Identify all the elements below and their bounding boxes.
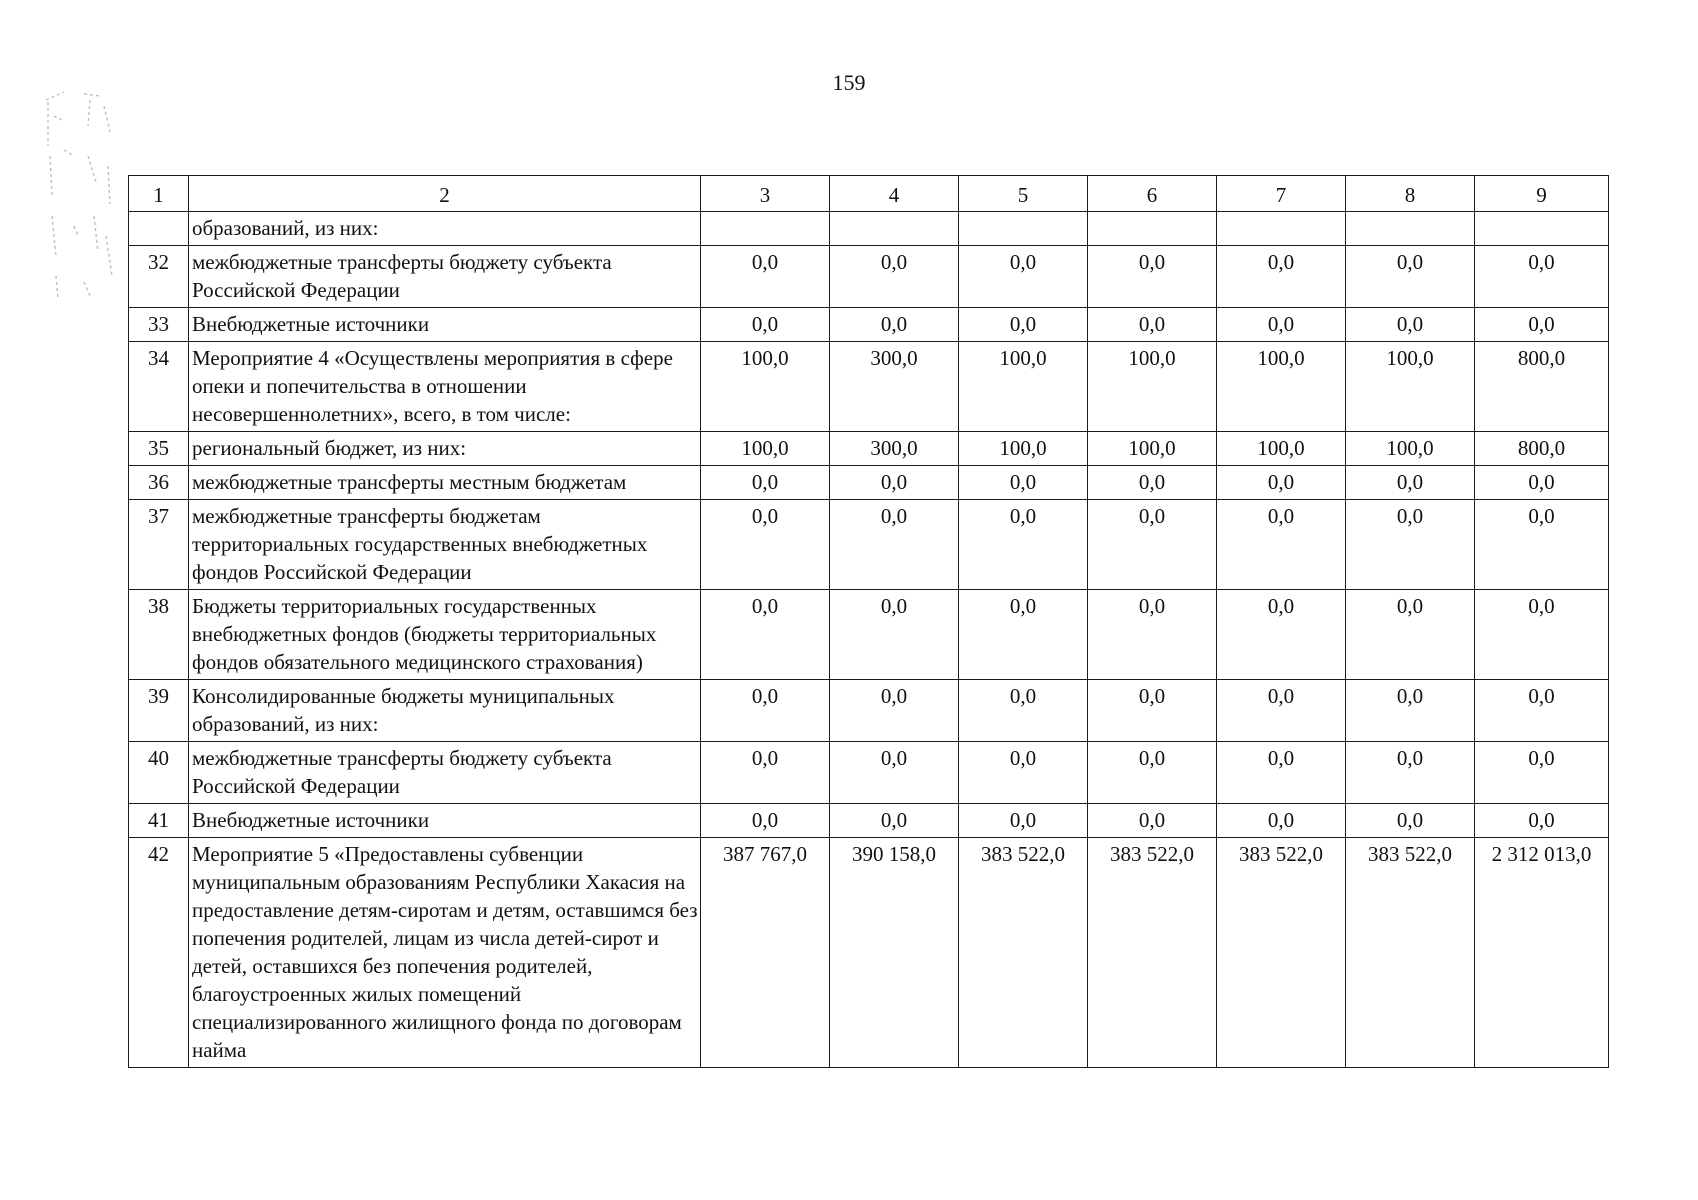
row-number: 42: [129, 838, 189, 1068]
row-value: 300,0: [830, 432, 959, 466]
row-value: 0,0: [1088, 466, 1217, 500]
row-value: 100,0: [959, 342, 1088, 432]
row-value: 0,0: [1217, 500, 1346, 590]
row-value: 383 522,0: [959, 838, 1088, 1068]
row-value: 0,0: [959, 804, 1088, 838]
row-value: 0,0: [830, 742, 959, 804]
row-number: 39: [129, 680, 189, 742]
row-value: 0,0: [1346, 804, 1475, 838]
row-value: 0,0: [1346, 308, 1475, 342]
row-description: Консолидированные бюджеты муниципальных образований, из них:: [189, 680, 701, 742]
row-value: 100,0: [1088, 342, 1217, 432]
scan-artifact-mark: [44, 86, 118, 304]
row-value: 0,0: [1475, 246, 1609, 308]
row-value: 100,0: [1088, 432, 1217, 466]
row-value: 0,0: [1088, 246, 1217, 308]
row-value: 0,0: [830, 308, 959, 342]
row-value: 383 522,0: [1217, 838, 1346, 1068]
row-value: [1217, 212, 1346, 246]
row-description: Бюджеты территориальных государственных внебюджетных фондов (бюджеты территориальных фондов обязательного медицинского страхования): [189, 590, 701, 680]
column-header: 5: [959, 176, 1088, 212]
row-value: 0,0: [1217, 590, 1346, 680]
row-value: 0,0: [1217, 804, 1346, 838]
row-value: [1088, 212, 1217, 246]
row-value: 0,0: [1088, 742, 1217, 804]
column-header: 1: [129, 176, 189, 212]
row-value: 0,0: [1346, 246, 1475, 308]
row-description: межбюджетные трансферты бюджетам территориальных государственных внебюджетных фондов Российской Федерации: [189, 500, 701, 590]
row-value: 0,0: [1475, 590, 1609, 680]
row-description: образований, из них:: [189, 212, 701, 246]
row-value: 0,0: [701, 742, 830, 804]
row-value: 0,0: [830, 246, 959, 308]
row-value: [1346, 212, 1475, 246]
row-value: 800,0: [1475, 342, 1609, 432]
row-number: 33: [129, 308, 189, 342]
row-value: 100,0: [959, 432, 1088, 466]
row-value: 0,0: [1217, 742, 1346, 804]
row-value: 800,0: [1475, 432, 1609, 466]
row-description: межбюджетные трансферты бюджету субъекта Российской Федерации: [189, 742, 701, 804]
table-row: [129, 308, 1609, 342]
row-value: 0,0: [1217, 308, 1346, 342]
row-number: 36: [129, 466, 189, 500]
row-value: 0,0: [959, 500, 1088, 590]
table-row: [129, 804, 1609, 838]
row-value: [830, 212, 959, 246]
row-description: межбюджетные трансферты бюджету субъекта Российской Федерации: [189, 246, 701, 308]
row-value: 0,0: [701, 500, 830, 590]
row-number: 35: [129, 432, 189, 466]
row-value: 0,0: [959, 742, 1088, 804]
row-value: 0,0: [959, 466, 1088, 500]
row-number: 37: [129, 500, 189, 590]
row-value: 100,0: [701, 342, 830, 432]
row-value: 0,0: [1475, 500, 1609, 590]
row-value: 0,0: [701, 680, 830, 742]
row-value: 0,0: [1217, 466, 1346, 500]
column-header: 9: [1475, 176, 1609, 212]
row-value: 0,0: [959, 308, 1088, 342]
page-number: 159: [832, 70, 866, 95]
row-number: 40: [129, 742, 189, 804]
row-value: 0,0: [1475, 742, 1609, 804]
row-description: Мероприятие 5 «Предоставлены субвенции муниципальным образованиям Республики Хакасия на предоставление детям-сиротам и детям, оставшимся без попечения родителей, лицам из числа детей-сирот и детей, оставшихся без попечения родителей, благоустроенных жилых помещений специализированного жилищного фонда по договорам найма: [189, 838, 701, 1068]
table-header-row: [129, 176, 1609, 212]
row-value: 0,0: [1346, 500, 1475, 590]
row-number: 38: [129, 590, 189, 680]
row-value: 0,0: [830, 804, 959, 838]
table-row: [129, 680, 1609, 742]
row-value: 0,0: [1088, 500, 1217, 590]
budget-table: [128, 175, 1609, 1068]
table-row: [129, 212, 1609, 246]
row-description: межбюджетные трансферты местным бюджетам: [189, 466, 701, 500]
row-value: 0,0: [1346, 466, 1475, 500]
table-row: [129, 246, 1609, 308]
row-value: 0,0: [1088, 680, 1217, 742]
row-value: 0,0: [830, 466, 959, 500]
row-value: 100,0: [1346, 342, 1475, 432]
row-value: 0,0: [701, 308, 830, 342]
row-number: [129, 212, 189, 246]
row-value: 0,0: [701, 466, 830, 500]
row-number: 34: [129, 342, 189, 432]
row-value: 100,0: [1217, 432, 1346, 466]
row-value: 0,0: [1475, 804, 1609, 838]
row-value: 0,0: [1346, 590, 1475, 680]
row-description: Мероприятие 4 «Осуществлены мероприятия в сфере опеки и попечительства в отношении несовершеннолетних», всего, в том числе:: [189, 342, 701, 432]
row-value: 0,0: [1475, 308, 1609, 342]
row-value: 0,0: [959, 590, 1088, 680]
row-value: [1475, 212, 1609, 246]
row-value: 0,0: [830, 590, 959, 680]
row-value: 0,0: [959, 246, 1088, 308]
table-row: [129, 742, 1609, 804]
row-value: 2 312 013,0: [1475, 838, 1609, 1068]
table-row: [129, 342, 1609, 432]
row-value: [959, 212, 1088, 246]
row-value: 0,0: [830, 680, 959, 742]
column-header: 2: [189, 176, 701, 212]
column-header: 8: [1346, 176, 1475, 212]
row-value: 383 522,0: [1346, 838, 1475, 1068]
table-row: [129, 500, 1609, 590]
row-value: 387 767,0: [701, 838, 830, 1068]
row-value: 0,0: [1346, 680, 1475, 742]
row-value: 0,0: [1088, 590, 1217, 680]
column-header: 3: [701, 176, 830, 212]
row-value: 100,0: [1217, 342, 1346, 432]
row-value: 0,0: [1217, 680, 1346, 742]
row-value: 390 158,0: [830, 838, 959, 1068]
row-value: 0,0: [1088, 804, 1217, 838]
table-row: [129, 838, 1609, 1068]
row-value: 0,0: [959, 680, 1088, 742]
row-number: 32: [129, 246, 189, 308]
row-value: 0,0: [701, 246, 830, 308]
row-value: 300,0: [830, 342, 959, 432]
row-value: 0,0: [1088, 308, 1217, 342]
column-header: 4: [830, 176, 959, 212]
row-description: Внебюджетные источники: [189, 308, 701, 342]
row-value: 0,0: [1346, 742, 1475, 804]
row-value: 383 522,0: [1088, 838, 1217, 1068]
row-value: 0,0: [830, 500, 959, 590]
row-value: [701, 212, 830, 246]
row-number: 41: [129, 804, 189, 838]
column-header: 7: [1217, 176, 1346, 212]
table-row: [129, 466, 1609, 500]
row-value: 100,0: [701, 432, 830, 466]
row-value: 100,0: [1346, 432, 1475, 466]
row-value: 0,0: [701, 804, 830, 838]
row-description: Внебюджетные источники: [189, 804, 701, 838]
row-value: 0,0: [1475, 466, 1609, 500]
table-row: [129, 590, 1609, 680]
column-header: 6: [1088, 176, 1217, 212]
row-value: 0,0: [1475, 680, 1609, 742]
row-value: 0,0: [701, 590, 830, 680]
table-row: [129, 432, 1609, 466]
row-description: региональный бюджет, из них:: [189, 432, 701, 466]
row-value: 0,0: [1217, 246, 1346, 308]
